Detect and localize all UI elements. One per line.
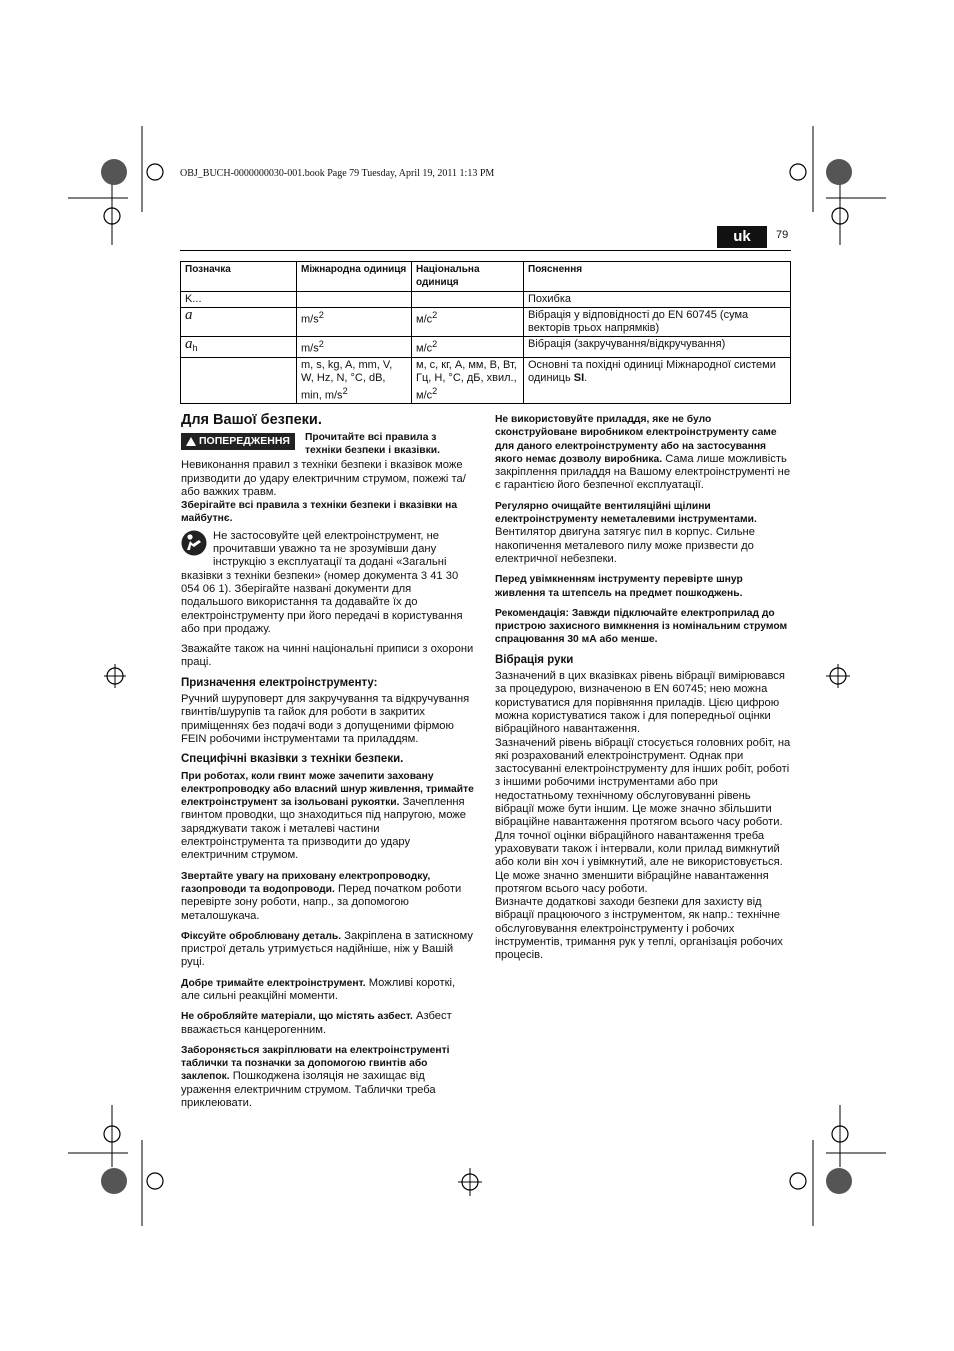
paragraph: Невиконання правил з техніки безпеки і вказівок може призводити до удару електричним струмом, пожежі та/або важких травм. [181,459,466,498]
intl-unit-cell: $m/s^2$ [297,308,412,337]
left-column [181,414,475,1117]
paragraph: Зважайте також на чинні національні приписи з охорони праці. [181,643,474,669]
header-cell: Позначка [181,262,297,292]
explanation-cell: Вібрація (закручування/відкручування) [524,337,791,358]
paragraph: Ручний шуруповерт для закручування та відкручування гвинтів/шурупів та гайок для роботи в закритих приміщеннях без подачі води з допущеними фірмою FEIN робочими інструментами та приладдям. [181,693,470,745]
safety-item: Фіксуйте оброблювану деталь. Закріплена в затискному пристрої деталь утримується надійніше, ніж у Вашій руці. [181,929,473,969]
safety-item: Рекомендація: Завжди підключайте електроприлад до пристрою захисного вимкнення із номінальним струмом спрацювання 30 мА або менше. [495,607,788,646]
safety-item: Перед увімкненням інструменту перевірте шнур живлення та штепсель на предмет пошкоджень. [495,574,743,599]
table-row [181,337,791,358]
safety-item: Регулярно очищайте вентиляційні щілини електроінструменту неметалевими інструментами. Вентилятор двигуна затягує пил в корпус. Сильне накопичення металевого пилу може призвести до електричної небезпеки. [495,500,757,565]
paragraph: Визначте додаткові заходи безпеки для захисту від вібрації працюючого з інструментом, як напр.: технічне обслуговування електроінструменту і робочих інструментів, тримання рук у теплі, організація робочих процесів. [495,896,783,962]
safety-item: Добре тримайте електроінструмент. Можливі короткі, але сильні реакційні моменти. [181,976,456,1002]
table-row [181,357,791,404]
subheading: Вібрація руки [495,653,574,666]
section-title: Для Вашої безпеки. [181,412,322,428]
subheading: Специфічні вказівки з техніки безпеки. [181,753,404,766]
read-manual-icon [181,530,207,556]
natl-unit-cell: $м/с^2$ [412,337,524,358]
right-column [495,413,791,963]
header-cell: Міжнародна одиниця [297,262,412,292]
symbol-cell: K... [181,292,297,308]
safety-item: При роботах, коли гвинт може зачепити заховану електропроводку або власний шнур живлення, тримайте електроінструмент за ізольовані рукоятки. Зачеплення гвинтом проводки, що знаходиться під напругою, може заряджувати також і металеві частини електроінструмента та призводити до удару електричним струмом. [181,770,474,862]
header-rule [180,250,791,251]
explanation-cell: Похибка [524,292,791,308]
intl-unit-cell [297,292,412,308]
warning-triangle-icon [186,437,196,446]
symbol-cell: $a_h$ [181,337,297,358]
paragraph: Для точної оцінки вібраційного навантаження треба ураховувати також і інтервали, коли прилад вимкнутий або коли він хоч і увімкнутий, але не використовується. Це може значно зменшити вібраційне навантаження протягом всього часу роботи. [495,829,783,895]
explanation-cell: Основні та похідні одиниці Міжнародної системи одиниць SI. [524,357,791,404]
symbol-cell [181,357,297,404]
warning-block [181,432,475,457]
subheading: Призначення електроінструменту: [181,676,378,689]
table-header-row [181,262,791,292]
natl-unit-cell: $м/с^2$ [412,308,524,337]
symbol-cell: a [181,308,297,337]
warning-badge: ПОПЕРЕДЖЕННЯ [181,433,295,450]
warning-text: Прочитайте всі правила з техніки безпеки і вказівки. [304,432,440,456]
safety-item: Не використовуйте приладдя, яке не було сконструйоване виробником електроінструменту саме для даного електроінструменту або на застосування якого немає дозволу виробника. Сама лише можливість закріплення приладдя на Вашому електроінструменті не є гарантією його безпечної експлуатації. [495,414,791,492]
language-badge: uk [717,226,767,248]
natl-unit-cell: м, с, кг, А, мм, В, Вт, Гц, Н, °С, дБ, хвил., $м/с^2$ [412,357,524,404]
table-row [181,292,791,308]
units-table [180,261,791,404]
paragraph-bold: Зберігайте всі правила з техніки безпеки і вказівки на майбутнє. [181,500,458,525]
header-cell: Національна одиниця [412,262,524,292]
paragraph: Зазначений в цих вказівках рівень вібрації вимірювався за процедурою, визначеною в EN 60745; нею можна користуватися для порівняння приладів. Цією цифрою можна користуватися також і для попередньої оцінки вібраційного навантаження. [495,670,785,736]
paragraph: Не застосовуйте цей електроінструмент, не прочитавши уважно та не зрозумівши дану інструкцію з експлуатації та додані «Загальні вказівки з техніки безпеки» (номер документа 3 41 30 054 06 1). Зберігайте названі документи для подальшого використання та додавайте їх до електроінструменту при його передачі в користування або при продажу. [181,529,463,635]
print-slug: OBJ_BUCH-0000000030-001.book Page 79 Tuesday, April 19, 2011 1:13 PM [180,168,495,179]
table-row [181,308,791,337]
page-number: 79 [776,229,789,241]
explanation-cell: Вібрація у відповідності до EN 60745 (сума векторів трьох напрямків) [524,308,791,337]
natl-unit-cell [412,292,524,308]
safety-item: Не обробляйте матеріали, що містять азбест. Азбест вважається канцерогенним. [181,1010,452,1036]
header-cell: Пояснення [524,262,791,292]
safety-item: Забороняється закріплювати на електроінструменті таблички та позначки за допомогою гвинтів або заклепок. Пошкоджена ізоляція не захищає від ураження електричним струмом. Таблички треба приклеювати. [181,1044,450,1110]
intl-unit-cell: $m/s^2$ [297,337,412,358]
paragraph: Зазначений рівень вібрації стосується головних робіт, на які розрахований електроінструмент. Однак при застосуванні електроінструменту для інших робіт, роботі з іншими робочими інструментами або при недостатньому технічному обслуговуванні рівень вібрації може бути іншим. Це може значно збільшити вібраційне навантаження протягом всього часу роботи. [495,736,791,829]
safety-item: Звертайте увагу на приховану електропроводку, газопроводи та водопроводи. Перед початком роботи перевірте зону роботи, напр., за допомогою металошукача. [181,870,462,922]
intl-unit-cell: m, s, kg, A, mm, V, W, Hz, N, °C, dB, min, $m/s^2$ [297,357,412,404]
